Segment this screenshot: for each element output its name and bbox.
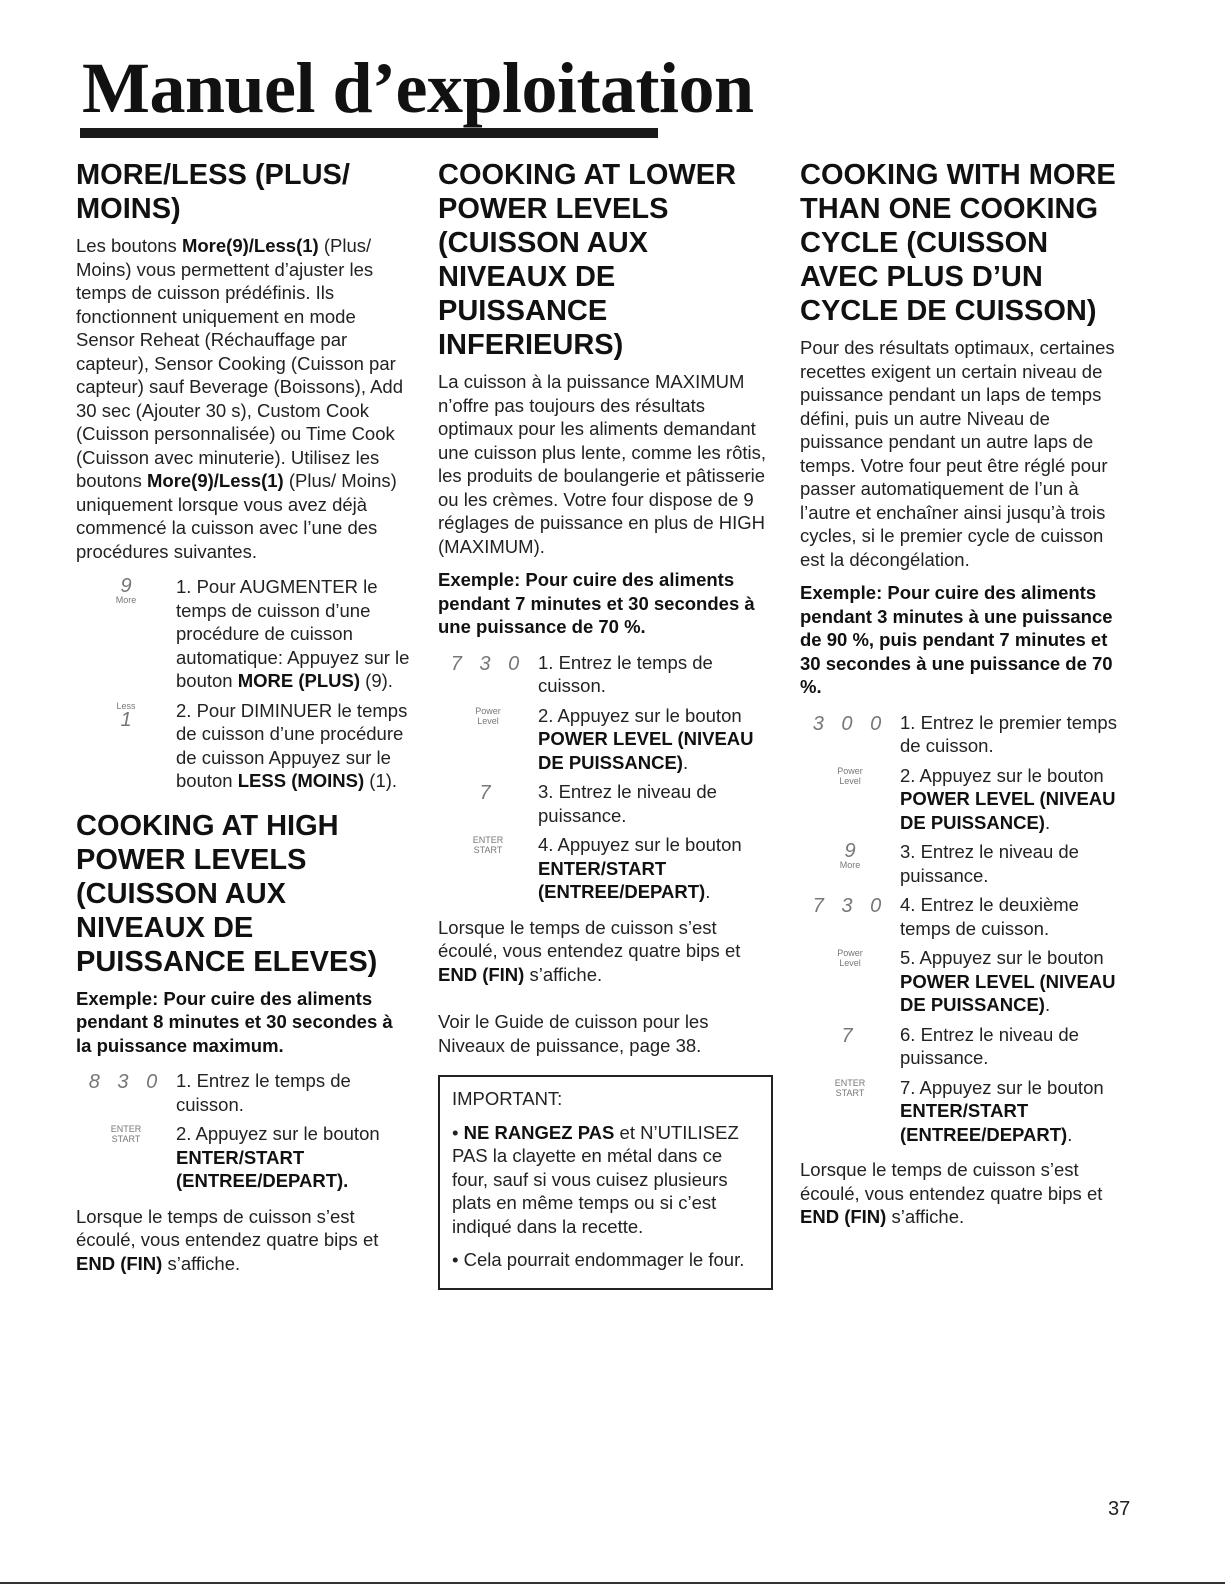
list-item: [800, 1023, 1130, 1070]
enter-start-key-icon: ENTER START: [110, 1124, 142, 1144]
power-level-key-icon: Power Level: [475, 705, 501, 726]
step-text: 3. Entrez le niveau de puissance.: [900, 841, 1079, 886]
display-digits-icon: 7 3 0: [450, 652, 526, 675]
section-heading-high-power: COOKING AT HIGH POWER LEVELS (CUISSON AUX NIVEAUX DE PUISSANCE ELEVES): [76, 809, 378, 978]
page-title: Manuel d’exploitation: [82, 48, 754, 128]
list-item: [438, 651, 773, 698]
important-box: [438, 1075, 773, 1290]
list-item: [76, 699, 411, 793]
end-message: Lorsque le temps de cuisson s’est écoulé, vous entendez quatre bips et END (FIN) s’affiche.: [438, 916, 741, 985]
step-text: 1. Entrez le premier temps de cuisson.: [900, 711, 1117, 756]
important-bullet: • NE RANGEZ PAS et N’UTILISEZ PAS la clayette en métal dans ce four, sauf si vous cuisez plusieurs plats en même temps ou si c’est indiqué dans la recette.: [452, 1121, 739, 1237]
step-text: 2. Appuyez sur le bouton POWER LEVEL (NIVEAU DE PUISSANCE).: [538, 704, 754, 773]
column-lower-power: [438, 158, 773, 1290]
enter-start-key-icon: ENTER START: [472, 835, 504, 855]
list-item: [800, 1076, 1130, 1147]
list-item: [438, 833, 773, 904]
section-heading-more-less: MORE/LESS (PLUS/ MOINS): [76, 159, 350, 225]
more-less-steps: [76, 575, 411, 793]
guide-reference: Voir le Guide de cuisson pour les Niveaux de puissance, page 38.: [438, 1011, 709, 1056]
multi-cycle-steps: [800, 711, 1130, 1147]
section-heading-multi-cycle: COOKING WITH MORE THAN ONE COOKING CYCLE (CUISSON AVEC PLUS D’UN CYCLE DE CUISSON): [800, 159, 1116, 327]
list-item: [76, 1122, 411, 1193]
step-text: 2. Appuyez sur le bouton ENTER/START (ENTREE/DEPART).: [176, 1123, 380, 1191]
list-item: [800, 764, 1130, 835]
display-digits-icon: 3 0 0: [812, 712, 888, 735]
list-item: [76, 1069, 411, 1116]
step-text: 1. Entrez le temps de cuisson.: [538, 651, 713, 696]
step-text: 5. Appuyez sur le bouton POWER LEVEL (NIVEAU DE PUISSANCE).: [900, 947, 1116, 1015]
step-text: 4. Appuyez sur le bouton ENTER/START (ENTREE/DEPART).: [538, 834, 742, 902]
example-text: Exemple: Pour cuire des aliments pendant 3 minutes à une puissance de 90 %, puis pendant 7 minutes et 30 secondes à une puissance de 70 %.: [800, 582, 1113, 697]
more-key-icon: 9 More: [115, 575, 137, 605]
display-digit-icon: 7: [841, 1024, 859, 1047]
step-text: 2. Appuyez sur le bouton POWER LEVEL (NIVEAU DE PUISSANCE).: [900, 764, 1116, 833]
title-underline: [80, 128, 658, 138]
step-text: 1. Pour AUGMENTER le temps de cuisson d’une procédure de cuisson automatique: Appuyez sur le bouton MORE (PLUS) (9).: [176, 576, 410, 691]
step-text: 7. Appuyez sur le bouton ENTER/START (ENTREE/DEPART).: [900, 1076, 1104, 1145]
example-text: Exemple: Pour cuire des aliments pendant 8 minutes et 30 secondes à la puissance maximum.: [76, 987, 393, 1056]
page-number: 37: [1108, 1498, 1131, 1520]
end-message: Lorsque le temps de cuisson s’est écoulé, vous entendez quatre bips et END (FIN) s’affiche.: [76, 1205, 379, 1274]
multi-cycle-description: Pour des résultats optimaux, certaines recettes exigent un certain niveau de puissance pendant un laps de temps défini, puis un autre Niveau de puissance pendant un autre laps de temps. Votre four peut être réglé pour passer automatiquement de l’un à l’autre et enchaîner ainsi jusqu’à trois cycles, si le premier cycle de cuisson est la décongélation.: [800, 337, 1115, 570]
lower-power-steps: [438, 651, 773, 904]
step-text: 1. Entrez le temps de cuisson.: [176, 1070, 351, 1115]
step-text: 3. Entrez le niveau de puissance.: [538, 781, 717, 826]
important-bullet: • Cela pourrait endommager le four.: [452, 1249, 745, 1270]
step-text: 6. Entrez le niveau de puissance.: [900, 1023, 1079, 1068]
bottom-edge-line: [0, 1582, 1225, 1584]
power-level-key-icon: Power Level: [837, 948, 863, 968]
step-text: 2. Pour DIMINUER le temps de cuisson d’une procédure de cuisson Appuyez sur le bouton LESS (MOINS) (1).: [176, 699, 408, 791]
step-text: 4. Entrez le deuxième temps de cuisson.: [900, 894, 1079, 939]
list-item: [800, 893, 1130, 940]
example-text: Exemple: Pour cuire des aliments pendant 7 minutes et 30 secondes à une puissance de 70 %.: [438, 569, 755, 637]
important-title: IMPORTANT:: [452, 1088, 563, 1109]
end-message: Lorsque le temps de cuisson s’est écoulé, vous entendez quatre bips et END (FIN) s’affiche.: [800, 1159, 1103, 1227]
more-key-icon: 9 More: [839, 840, 861, 870]
display-digits-icon: 8 3 0: [88, 1071, 164, 1093]
list-item: [800, 946, 1130, 1017]
more-less-description: Les boutons More(9)/Less(1) (Plus/ Moins) vous permettent d’ajuster les temps de cuisson prédéfinis. Ils fonctionnent uniquement en mode Sensor Reheat (Réchauffage par capteur), Sensor Cooking (Cuisson par capteur) sauf Beverage (Boissons), Add 30 sec (Ajouter 30 s), Custom Cook (Cuisson personnalisée) ou Time Cook (Cuisson avec minuterie). Utilisez les boutons More(9)/Less(1) (Plus/ Moins) uniquement lorsque vous avez déjà commencé la cuisson avec l’une des procédures suivantes.: [76, 235, 404, 562]
high-power-steps: [76, 1069, 411, 1193]
list-item: [76, 575, 411, 693]
display-digit-icon: 7: [479, 782, 497, 804]
list-item: [438, 704, 773, 775]
power-level-key-icon: Power Level: [837, 765, 863, 786]
list-item: [438, 780, 773, 827]
display-digits-icon: 7 3 0: [812, 895, 888, 917]
enter-start-key-icon: ENTER START: [834, 1077, 866, 1098]
section-heading-lower-power: COOKING AT LOWER POWER LEVELS (CUISSON AUX NIVEAUX DE PUISSANCE INFERIEURS): [438, 159, 737, 361]
column-more-less: [76, 158, 411, 1285]
less-key-icon: Less 1: [116, 700, 136, 731]
column-multi-cycle: [800, 158, 1130, 1239]
list-item: [800, 840, 1130, 887]
lower-power-description: La cuisson à la puissance MAXIMUM n’offre pas toujours des résultats optimaux pour les aliments demandant une cuisson plus lente, comme les rôtis, les produits de boulangerie et pâtisserie ou les crèmes. Votre four dispose de 9 réglages de puissance en plus de HIGH (MAXIMUM).: [438, 371, 767, 557]
list-item: [800, 711, 1130, 758]
